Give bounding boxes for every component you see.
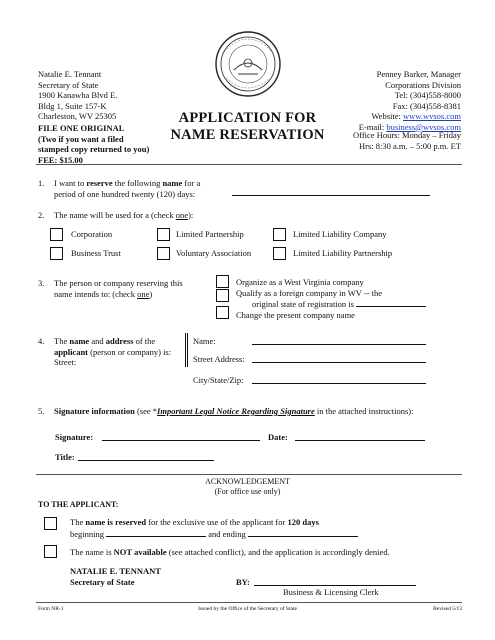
ack-opt1-bold: name is reserved (85, 517, 147, 527)
item-3 (38, 278, 228, 299)
ack-option-not-available (70, 547, 470, 558)
option-llc: Limited Liability Company (293, 229, 387, 239)
option-limited-partnership: Limited Partnership (176, 229, 244, 239)
item-1-number: 1. (38, 178, 45, 188)
applicant-street-field[interactable] (252, 362, 426, 363)
email-link[interactable]: business@wvsos.com (386, 121, 461, 132)
checkbox-corporation[interactable] (50, 228, 63, 241)
applicant-name-label: Name: (193, 336, 216, 346)
item-4-text-b: and (89, 336, 106, 346)
title-line-1: APPLICATION FOR (178, 110, 317, 126)
item-1 (38, 178, 468, 199)
item-2-text-a: The name will be used for a (check (54, 210, 176, 220)
division-contact-block (290, 69, 461, 132)
original-state-field[interactable] (356, 298, 426, 307)
option-voluntary-association: Voluntary Association (176, 248, 252, 258)
footer-revised: Revised 5/13 (433, 606, 462, 612)
item-5 (38, 406, 478, 417)
title-label-text: Title (55, 452, 72, 462)
option-llp: Limited Liability Partnership (293, 248, 393, 258)
item-3-line-2b: ) (149, 288, 153, 299)
signer-name: NATALIE E. TENNANT (70, 566, 161, 576)
ack-opt2-a: The name is (70, 547, 114, 557)
email-label: E-mail: (358, 121, 387, 132)
sos-address-2: Bldg 1, Suite 157-K (38, 100, 107, 111)
ack-opt1-a: The (70, 517, 86, 527)
signature-label: Signature: (55, 432, 94, 442)
division: Corporations Division (385, 79, 461, 90)
item-3-options (236, 277, 466, 320)
hours-line-1: Office Hours: Monday – Friday (353, 130, 461, 140)
item-2-text-b: ): (188, 210, 194, 220)
ack-divider (36, 474, 462, 475)
option-qualify-foreign: Qualify as a foreign company in WV -- the (236, 287, 383, 298)
footer-form: Form NR-1 (38, 606, 64, 612)
checkbox-llc[interactable] (273, 228, 286, 241)
checkbox-organize-wv[interactable] (216, 275, 229, 288)
ack-opt2-b: (see attached conflict), and the application is accordingly denied. (166, 547, 390, 557)
option-corporation: Corporation (71, 229, 113, 239)
title-field[interactable] (78, 460, 214, 461)
file-note-2: (Two if you want a filed (38, 133, 124, 144)
item-1-name: name (162, 178, 183, 188)
signer-block (70, 566, 161, 587)
item-4-bracket-2 (187, 333, 188, 367)
beginning-date-field[interactable] (106, 528, 206, 537)
ack-heading-text: ACKNOWLEDGEMENT (205, 477, 290, 486)
hours-line-2: Hrs: 8:30 a.m. – 5:00 p.m. ET (359, 140, 461, 151)
signature-label-text: Signature (55, 432, 91, 442)
item-5-number: 5. (38, 406, 45, 416)
item-3-number: 3. (38, 278, 45, 288)
applicant-street-label: Street Address: (193, 354, 245, 364)
checkbox-name-reserved[interactable] (44, 517, 57, 530)
option-organize-wv: Organize as a West Virginia company (236, 277, 364, 287)
header-divider (36, 164, 462, 165)
item-4-address: address (105, 336, 134, 346)
ack-ending-label: and ending (208, 528, 246, 539)
state-seal-icon (214, 30, 282, 98)
option-change-name: Change the present company name (236, 309, 355, 320)
fee: FEE: $15.00 (38, 154, 83, 165)
applicant-city-field[interactable] (252, 383, 426, 384)
clerk-title: Business & Licensing Clerk (283, 587, 379, 597)
item-1-reserve: reserve (86, 178, 113, 188)
item-4-applicant: applicant (54, 346, 89, 357)
item-4 (38, 336, 198, 367)
checkbox-change-name[interactable] (216, 306, 229, 319)
item-1-text-c: for a (182, 178, 201, 188)
item-4-bracket (185, 333, 186, 367)
item-4-number: 4. (38, 336, 45, 346)
item-5-text-b: in the attached instructions): (314, 406, 414, 416)
clerk-signature-field[interactable] (254, 585, 416, 586)
signature-field[interactable] (102, 440, 260, 441)
checkbox-not-available[interactable] (44, 545, 57, 558)
item-5-bold: Signature information (54, 406, 135, 416)
option-business-trust: Business Trust (71, 248, 121, 258)
checkbox-llp[interactable] (273, 247, 286, 260)
applicant-name-field[interactable] (252, 344, 426, 345)
item-5-notice: Important Legal Notice Regarding Signature (157, 406, 315, 416)
sos-address-1: 1900 Kanawha Blvd E. (38, 90, 118, 100)
item-2-number: 2. (38, 210, 45, 220)
signer-title: Secretary of State (70, 576, 135, 587)
ack-opt1-days: 120 days (287, 517, 319, 527)
date-field[interactable] (295, 440, 425, 441)
item-2 (38, 210, 458, 221)
item-1-text-b: the following (112, 178, 163, 188)
ack-beginning-label: beginning (70, 528, 104, 539)
fax: Fax: (304)558-8381 (392, 100, 461, 111)
file-note-1: FILE ONE ORIGINAL (38, 123, 125, 133)
item-5-text-a: (see * (134, 406, 158, 416)
office-hours (290, 130, 461, 151)
sos-title: Secretary of State (38, 79, 99, 90)
date-label: Date: (268, 432, 288, 442)
item-1-text-a: I want to (54, 178, 87, 188)
item-3-line-2a: name intends to: (check (54, 288, 138, 299)
ack-option-reserved (70, 517, 450, 539)
item-4-street-left: Street: (54, 357, 77, 367)
checkbox-qualify-foreign[interactable] (216, 289, 229, 302)
item-1-line-2: period of one hundred twenty (120) days: (54, 188, 196, 199)
by-label: BY: (236, 577, 250, 587)
sos-name: Natalie E. Tennant (38, 69, 102, 79)
checkbox-business-trust[interactable] (50, 247, 63, 260)
item-4-text-c: of the (133, 336, 156, 346)
file-note-3: stamped copy returned to you) (38, 144, 150, 154)
applicant-city-label: City/State/Zip: (193, 375, 244, 385)
checkbox-limited-partnership[interactable] (157, 228, 170, 241)
ack-heading (150, 477, 345, 497)
reserved-name-field[interactable] (232, 195, 430, 196)
title-label: Title: (55, 452, 75, 462)
website-row (290, 111, 461, 122)
item-4-name: name (69, 336, 90, 346)
title-line-2: NAME RESERVATION (170, 127, 325, 143)
tel: Tel: (304)558-8000 (394, 90, 461, 100)
ack-opt2-bold: NOT available (113, 547, 167, 557)
item-3-one: one (137, 288, 150, 299)
website-link[interactable]: www.wvsos.com (402, 111, 461, 121)
item-3-line-1: The person or company reserving this (54, 278, 183, 288)
to-applicant: TO THE APPLICANT: (38, 500, 119, 509)
ending-date-field[interactable] (248, 528, 358, 537)
ack-sub: (For office use only) (214, 487, 281, 496)
footer-issued: Issued by the Office of the Secretary of State (198, 606, 297, 612)
ack-opt1-b: for the exclusive use of the applicant for (146, 517, 288, 527)
checkbox-voluntary-association[interactable] (157, 247, 170, 260)
item-4-text-a: The (54, 336, 70, 346)
sos-address-3: Charleston, WV 25305 (38, 111, 117, 121)
footer-divider (36, 602, 462, 603)
manager: Penney Barker, Manager (376, 69, 461, 79)
item-4-text-d: (person or company) is: (88, 346, 172, 357)
item-2-one: one (175, 210, 189, 220)
option-original-state: original state of registration is (252, 299, 354, 309)
website-label: Website: (371, 111, 403, 121)
